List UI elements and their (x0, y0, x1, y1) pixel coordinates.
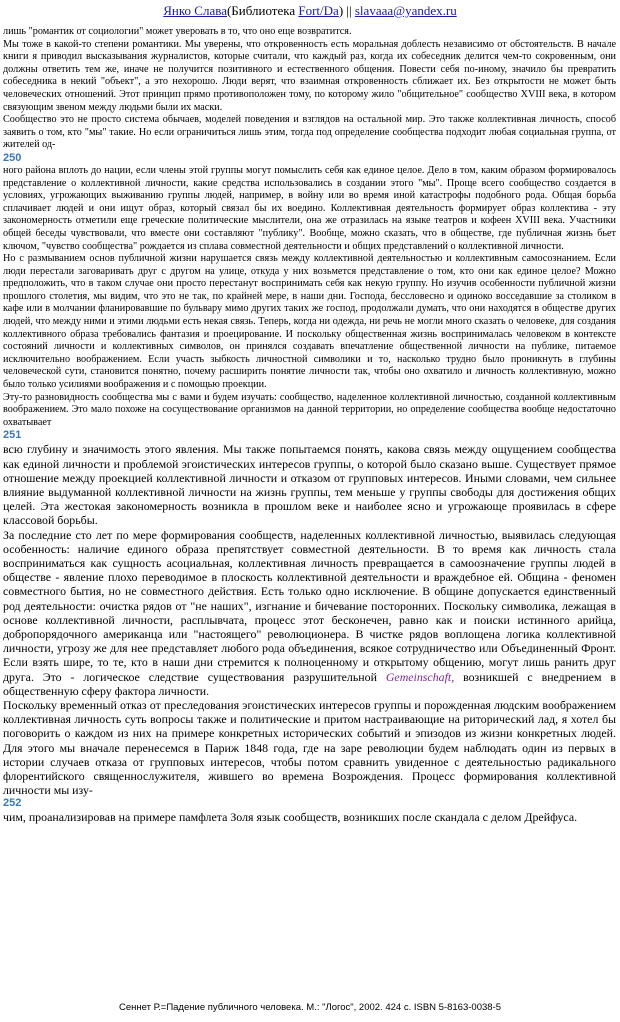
paragraph: Но с размыванием основ публичной жизни нарушается связь между коллективной деятельностью и коллективным самосознанием. Если люди перестали заговаривать друг с другом на улице, откуда у них возьмется представление о том, кто они как единое целое? Можно предположить, что в таком случае они просто перестанут воспринимать себя как некую группу. Но изучив особенности публичной жизни прошлого столетия, мы видим, что это не так, по крайней мере, в наши дни. Господа, бессловесно и одиноко восседавшие за столиком в кафе или в молчании фланировавшие по бульвару мимо других таких же господ, продолжали думать, что они находятся в обществе других людей, что между ними и этими людьми есть некая связь. Теперь, когда ни одежда, ни речь не могли много сказать о человеке, для создания коллективного образа требовались фантазия и проецирование. И поскольку общественная жизнь воспринималась человеком в контексте состояний личности и коллективных символов, он принялся создавать впечатление общественной личности на публике, питаемое исключительно воображением. Если участь зыбкость личностной символики и то, насколько трудно было проникнуть в глубины человеческой сути, становится понятно, почему расширить понятие личности так, чтобы оно охватило и личность коллективную, можно было только усилиями воображения и с помощью проекции. (3, 253, 616, 391)
paragraph: Эту-то разновидность сообщества мы с вами и будем изучать: сообщество, наделенное коллективной личностью, созданной коллективным воображением. Это мало похоже на сосуществование организмов на данной территории, но определение сообщества вообще недостаточно охватывает (3, 391, 616, 428)
email-link[interactable]: slavaaa@yandex.ru (354, 3, 457, 18)
paragraph: ного района вплоть до нации, если члены этой группы могут помыслить себя как единое целое. Дело в том, каким образом формировалось представление о коллективной личности, какие средства использовались в создании этого "мы". Проще всего сообщество создается в условиях, угрожающих выживанию группы людей, например, в войну или во время иной катастрофы подобного рода. Общая борьба сплачивает людей и они ищут образ, который связал бы их воедино. Коллективная деятельность формирует образ коллектива - эту закономерность отметили еще греческие политические мыслители, она же отразилась на языке театров и кофеен XVIII века. Участники общей беседы чувствовали, что вместе они составляют "публику". Вообще, можно сказать, что в обществе, где публичная жизнь бьет ключом, "чувство сообщества" рождается из сплава совместной деятельности и общих представлений о коллективной личности. (3, 164, 616, 252)
paragraph-text: За последние сто лет по мере формирования сообществ, наделенных коллективной личностью, выявилась следующая особенность: наличие единого образа препятствует совместной деятельности. В то время как личность стала восприниматься как сущность асоциальная, коллективная личность превращается в самоозначение группы людей в обществе - явление плохо переводимое в плоскость коллективной деятельности и враждебное ей. Община - феномен совместного бытия, но не совместного действия. Есть только одно исключение. В общине допускается единственный род деятельности: очистка рядов от "не наших", изгнание и бичевание посторонних. Поскольку символика, лежащая в основе коллективной личности, расплывчата, процесс этот бесконечен, равно как и поиски истинного арийца, добропорядочного американца или "настоящего" революционера. В чистке рядов воплощена логика коллективной личности, угрозу же для нее представляет любого рода объединения, всякое сотрудничество или Объединенный Фронт. Если взять шире, то те, кто в наши дни стремится к полноценному и открытому общению, могут лишь ранить друг друга. Это - логическое следствие существования разрушительной (3, 527, 616, 684)
page-number-250: 250 (3, 151, 22, 164)
paragraph: лишь "романтик от социологии" может уверовать в то, что оно еще возвратится. (3, 26, 352, 37)
fortda-link[interactable]: Fort/Da (298, 3, 339, 18)
document-body (3, 26, 616, 825)
library-prefix: (Библиотека (226, 3, 299, 18)
paragraph: Мы тоже в какой-то степени романтики. Мы уверены, что откровенность есть моральная доблесть независимо от обстоятельств. В начале книги я приводил высказывания журналистов, которые считали, что каждый раз, когда их собеседник делится чем-то сокровенным, они должны ответить тем же, иначе не получится позитивного и естественного общения. Повести себя по-иному, значило бы превратить собеседника в некий "объект", а это нехорошо. Люди верят, что взаимная откровенность сближает их. Без открытости не может быть человеческих отношений. Этот принцип прямо противоположен тому, по которому жило "общительное" сообщество XVIII века, в котором связующим звеном между людьми были их маски. (3, 38, 616, 113)
paragraph-text: возникшей с внедрением в общественную сферу фактора личности. (3, 669, 616, 698)
page-footer: Сеннет Р.=Падение публичного человека. М.: "Логос", 2002. 424 с. ISBN 5-8163-0038-5 (119, 1002, 501, 1013)
library-suffix: ) || (338, 3, 355, 18)
paragraph (3, 528, 616, 698)
page-number-252: 252 (3, 797, 22, 810)
paragraph: Поскольку временный отказ от преследования эгоистических интересов группы и порожденная людским воображением коллективная личность суть вопросы также и политические и притом настраивающие на риторический лад, я хотел бы поговорить о каждом из них на примере конкретных исторических событий и эпизодов из жизни конкретных людей. Для этого мы вначале перенесемся в Париж 1848 года, где на заре революции будем наблюдать один из первых в истории случаев отказа от групповых интересов, чтобы потом сравнить увиденное с деятельностью радикального флорентийского священнослужителя, жившего во времена Возрождения. Процесс формирования коллективной личности мы изу- (3, 698, 616, 798)
paragraph: Сообщество это не просто система обычаев, моделей поведения и взглядов на остальной мир. Это также коллективная личность, способ заявить о том, кто "мы" такие. Но если ограничиться лишь этим, тогда под определение сообщества подходит любая социальная группа, от жителей од- (3, 114, 616, 151)
page-number-251: 251 (3, 429, 22, 442)
page-header (0, 3, 620, 19)
paragraph: всю глубину и значимость этого явления. Мы также попытаемся понять, какова связь между ощущением сообщества как единой личности и проблемой эгоистических интересов группы, о которой было сказано выше. Существует прямое отношение между проекцией коллективной личности и отказом от групповых интересов. Иными словами, чем сильнее влияние выдуманной коллективной личности на жизнь группы, тем меньше у группы свободы для достижения общих целей. Эта жестокая закономерность возникла в прошлом веке и наиболее ясно и угрожающе проявилась в сфере классовой борьбы. (3, 442, 616, 528)
gemeinschaft-term: Gemeinschaft, (385, 669, 455, 684)
paragraph: чим, проанализировав на примере памфлета Золя язык сообществ, возникших после скандала с делом Дрейфуса. (3, 810, 578, 825)
author-link[interactable]: Янко Слава (163, 3, 227, 18)
